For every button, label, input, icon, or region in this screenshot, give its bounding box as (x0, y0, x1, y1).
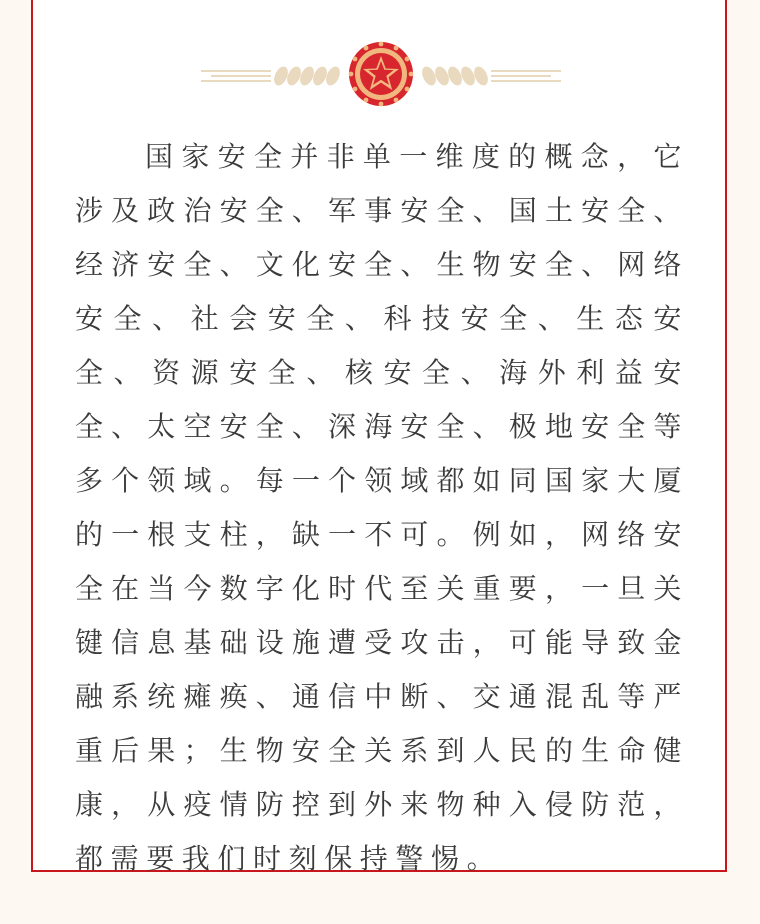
red-star-emblem-icon (349, 42, 414, 107)
right-line-decoration (491, 71, 561, 81)
left-line-decoration (201, 71, 271, 81)
article-paragraph: 国家安全并非单一维度的概念，它涉及政治安全、军事安全、国土安全、经济安全、文化安全、生物安全、网络安全、社会安全、科技安全、生态安全、资源安全、核安全、海外利益安全、太空安全、深海安全、极地安全等多个领域。每一个领域都如同国家大厦的一根支柱，缺一不可。例如，网络安全在当今数字化时代至关重要，一旦关键信息基础设施遭受攻击，可能导致金融系统瘫痪、通信中断、交通混乱等严重后果；生物安全关系到人民的生命健康，从疫情防控到外来物种入侵防范，都需要我们时刻保持警惕。 (75, 140, 689, 875)
wheat-laurel-icon (419, 64, 490, 87)
content-card (31, 0, 727, 875)
ornament-graphic (33, 38, 729, 118)
wheat-laurel-icon (271, 64, 342, 87)
header-ornament (33, 38, 729, 118)
